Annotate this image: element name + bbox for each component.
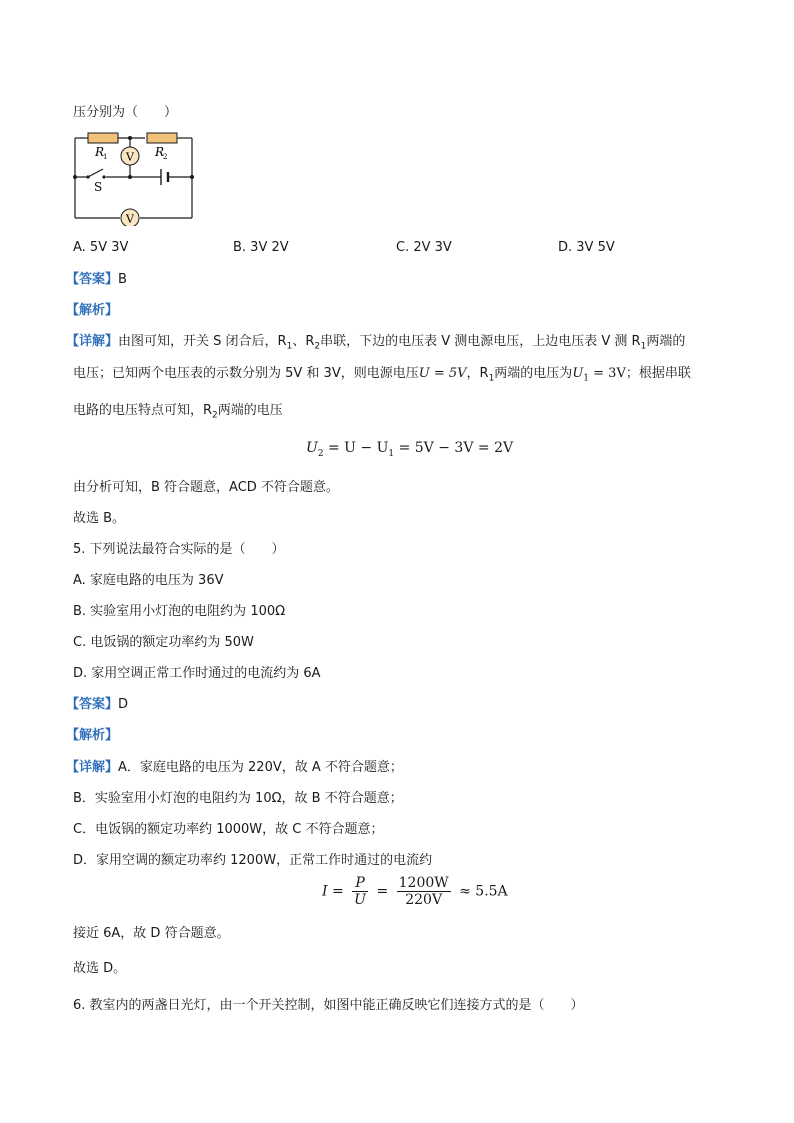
svg-text:V: V xyxy=(126,150,134,164)
detail-line-1: 【详解】由图可知，开关 S 闭合后，$R_1$、$R_2$串联，下边的电压表 V 测电源电压，上边电压表 V 测 $R_1$两端的 xyxy=(66,334,686,352)
option-d: D. 3V 5V xyxy=(558,240,615,255)
q5-detail-b: B．实验室用小灯泡的电阻约为 10Ω，故 B 不符合题意； xyxy=(73,791,403,806)
answer-value: B xyxy=(118,272,127,287)
circuit-diagram xyxy=(70,126,200,226)
answer-tag: 【答案】 xyxy=(66,272,119,287)
q5-option-d: D. 家用空调正常工作时通过的电流约为 6A xyxy=(73,666,321,681)
svg-text:2: 2 xyxy=(163,153,168,161)
q5-detail-d: D．家用空调的额定功率约 1200W，正常工作时通过的电流约 xyxy=(73,853,433,868)
q5-detail-c: C．电饭锅的额定功率约 1000W，故 C 不符合题意； xyxy=(73,822,384,837)
svg-text:V: V xyxy=(126,212,134,226)
formula-current: I = $\frac{P}{U}$ = $\frac{1200W}{220V}$ ≈ 5.5A xyxy=(322,875,508,908)
svg-text:1: 1 xyxy=(103,153,108,161)
q5-option-b: B. 实验室用小灯泡的电阻约为 100Ω xyxy=(73,604,286,619)
resistor-r1 xyxy=(88,133,118,143)
q5-stem: 5. 下列说法最符合实际的是（ ） xyxy=(73,542,285,557)
svg-text:R: R xyxy=(95,145,105,159)
q5-choose: 故选 D。 xyxy=(73,961,127,976)
question-stem-tail: 压分别为（ ） xyxy=(73,105,178,120)
q5-answer-line: 【答案】D xyxy=(66,697,129,712)
option-a: A. 5V 3V xyxy=(73,240,129,255)
q5-option-c: C. 电饭锅的额定功率约为 50W xyxy=(73,635,254,650)
svg-text:S: S xyxy=(94,180,103,194)
option-c: C. 2V 3V xyxy=(396,240,452,255)
detail-line-2: 电压；已知两个电压表的示数分别为 5V 和 3V，则电源电压U = 5V，$R_1$两端的电压为$U_1 = 3V$；根据串联 xyxy=(73,366,691,384)
analysis-tag: 【解析】 xyxy=(66,303,119,318)
q4-conclusion: 由分析可知，B 符合题意，ACD 不符合题意。 xyxy=(73,480,339,495)
q4-choose: 故选 B。 xyxy=(73,511,126,526)
q5-analysis-tag: 【解析】 xyxy=(66,728,119,743)
formula-u2: $U_2 = U - U_1 = 5V - 3V = 2V$ xyxy=(306,440,514,459)
option-b: B. 3V 2V xyxy=(233,240,289,255)
answer-line xyxy=(66,271,127,289)
svg-text:R: R xyxy=(155,145,165,159)
q5-conclusion: 接近 6A，故 D 符合题意。 xyxy=(73,926,230,941)
q5-option-a: A. 家庭电路的电压为 36V xyxy=(73,573,224,588)
resistor-r2 xyxy=(147,133,177,143)
q6-stem: 6. 教室内的两盏日光灯，由一个开关控制，如图中能正确反映它们连接方式的是（ ） xyxy=(73,998,584,1013)
detail-line-3: 电路的电压特点可知，$R_2$两端的电压 xyxy=(73,403,283,421)
q5-detail-a: 【详解】A．家庭电路的电压为 220V，故 A 不符合题意； xyxy=(66,760,403,775)
